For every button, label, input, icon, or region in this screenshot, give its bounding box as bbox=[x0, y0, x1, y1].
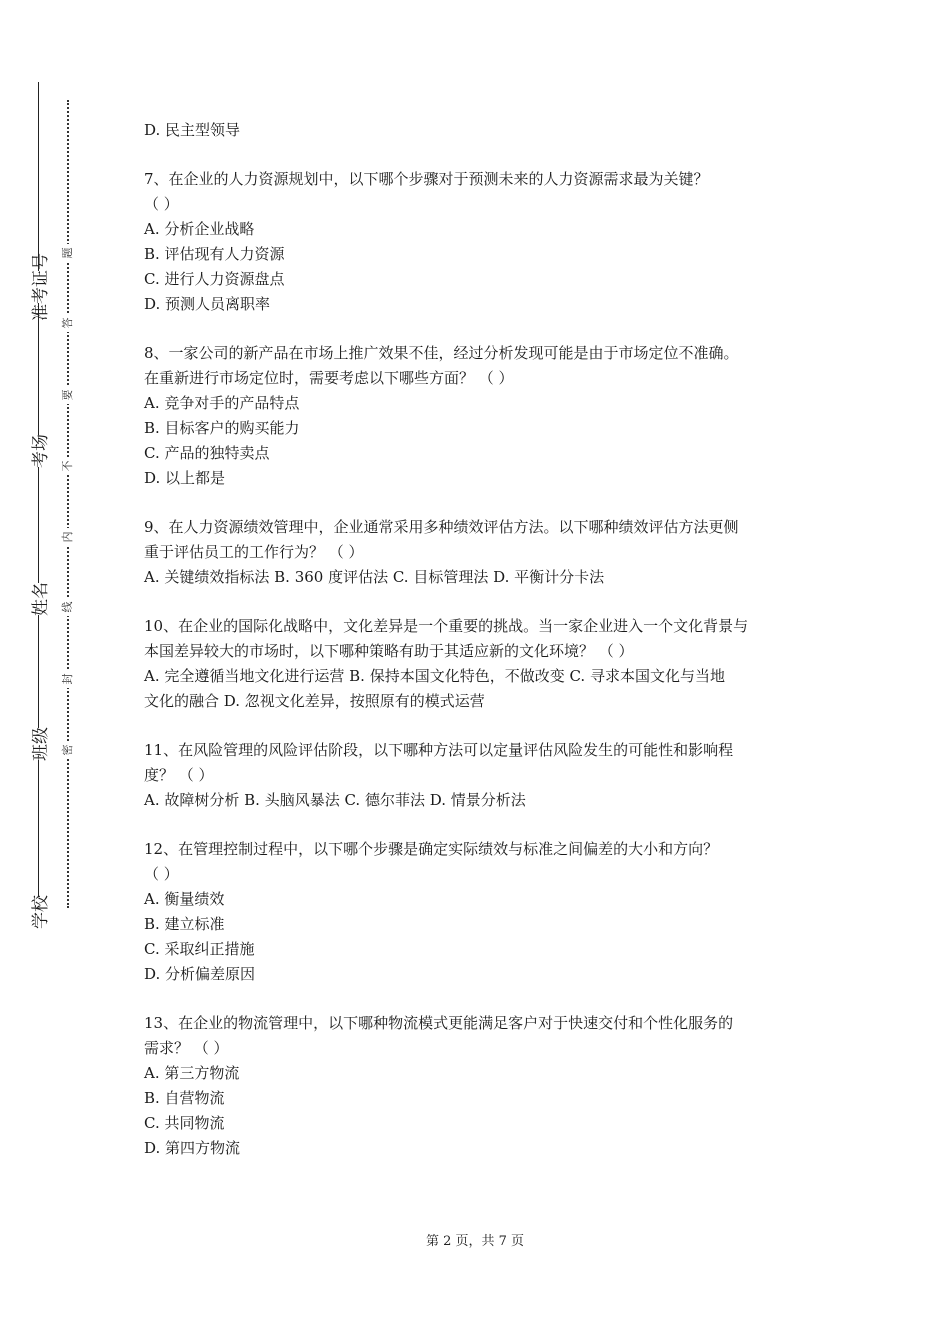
question-9 bbox=[144, 515, 814, 590]
option-line: D. 以上都是 bbox=[144, 469, 226, 487]
option-line: A. 第三方物流 bbox=[144, 1064, 240, 1082]
option-line: A. 衡量绩效 bbox=[144, 890, 225, 908]
seal-char: 封 bbox=[58, 670, 76, 688]
exam-number-label: 准考证号 bbox=[28, 271, 48, 303]
question-stem: 9、在人力资源绩效管理中，企业通常采用多种绩效评估方法。以下哪种绩效评估方法更侧 bbox=[144, 518, 739, 536]
option-line: A. 故障树分析 B. 头脑风暴法 C. 德尔菲法 D. 情景分析法 bbox=[144, 791, 526, 809]
question-12 bbox=[144, 837, 814, 987]
option-line: A. 完全遵循当地文化进行运营 B. 保持本国文化特色，不做改变 C. 寻求本国文化与当地 bbox=[144, 667, 725, 685]
question-stem: 在重新进行市场定位时，需要考虑以下哪些方面？ （ ） bbox=[144, 369, 514, 387]
option-line: B. 自营物流 bbox=[144, 1089, 225, 1107]
option-line: B. 目标客户的购买能力 bbox=[144, 419, 300, 437]
question-stem: 7、在企业的人力资源规划中，以下哪个步骤对于预测未来的人力资源需求最为关键？ bbox=[144, 170, 709, 188]
option-line: D. 第四方物流 bbox=[144, 1139, 241, 1157]
question-10 bbox=[144, 614, 814, 714]
option-line: A. 关键绩效指标法 B. 360 度评估法 C. 目标管理法 D. 平衡计分卡法 bbox=[144, 568, 605, 586]
question-stem: 需求？ （ ） bbox=[144, 1039, 229, 1057]
page-number: 第 2 页，共 7 页 bbox=[425, 1234, 525, 1249]
question-stem: 度？ （ ） bbox=[144, 766, 214, 784]
seal-line-dotted bbox=[67, 100, 69, 908]
question-7 bbox=[144, 167, 814, 317]
seal-char: 要 bbox=[58, 386, 76, 404]
option-line: C. 产品的独特卖点 bbox=[144, 444, 270, 462]
question-stem: 11、在风险管理的风险评估阶段，以下哪种方法可以定量评估风险发生的可能性和影响程 bbox=[144, 741, 734, 759]
question-stem: 10、在企业的国际化战略中，文化差异是一个重要的挑战。当一家企业进入一个文化背景与 bbox=[144, 617, 749, 635]
exam-content bbox=[144, 118, 814, 1185]
school-label: 学校 bbox=[28, 896, 48, 928]
seal-char: 题 bbox=[58, 244, 76, 262]
answer-blank: （ ） bbox=[144, 195, 179, 213]
seal-char: 内 bbox=[58, 528, 76, 546]
option-line: D. 民主型领导 bbox=[144, 121, 241, 139]
question-13 bbox=[144, 1011, 814, 1161]
option-line: C. 采取纠正措施 bbox=[144, 940, 255, 958]
question-stem: 12、在管理控制过程中，以下哪个步骤是确定实际绩效与标准之间偏差的大小和方向？ bbox=[144, 840, 719, 858]
name-label: 姓名 bbox=[28, 583, 48, 615]
question-stem: 本国差异较大的市场时，以下哪种策略有助于其适应新的文化环境？ （ ） bbox=[144, 642, 634, 660]
binding-line-solid bbox=[38, 82, 39, 927]
option-line: A. 竞争对手的产品特点 bbox=[144, 394, 300, 412]
question-8 bbox=[144, 341, 814, 491]
question-stem: 8、一家公司的新产品在市场上推广效果不佳，经过分析发现可能是由于市场定位不准确。 bbox=[144, 344, 739, 362]
option-line: D. 分析偏差原因 bbox=[144, 965, 256, 983]
question-6-tail bbox=[144, 118, 814, 143]
option-line: B. 评估现有人力资源 bbox=[144, 245, 285, 263]
seal-char: 不 bbox=[58, 457, 76, 475]
option-line: C. 共同物流 bbox=[144, 1114, 225, 1132]
question-stem: 13、在企业的物流管理中，以下哪种物流模式更能满足客户对于快速交付和个性化服务的 bbox=[144, 1014, 734, 1032]
option-line: A. 分析企业战略 bbox=[144, 220, 255, 238]
class-label: 班级 bbox=[28, 728, 48, 760]
option-line: B. 建立标准 bbox=[144, 915, 225, 933]
question-stem: 重于评估员工的工作行为？ （ ） bbox=[144, 543, 364, 561]
seal-char: 密 bbox=[58, 741, 76, 759]
option-line: 文化的融合 D. 忽视文化差异，按照原有的模式运营 bbox=[144, 692, 485, 710]
question-11 bbox=[144, 738, 814, 813]
seal-char: 答 bbox=[58, 314, 76, 332]
option-line: D. 预测人员离职率 bbox=[144, 295, 271, 313]
exam-room-label: 考场 bbox=[28, 435, 48, 467]
option-line: C. 进行人力资源盘点 bbox=[144, 270, 285, 288]
answer-blank: （ ） bbox=[144, 865, 179, 883]
seal-char: 线 bbox=[58, 598, 76, 616]
